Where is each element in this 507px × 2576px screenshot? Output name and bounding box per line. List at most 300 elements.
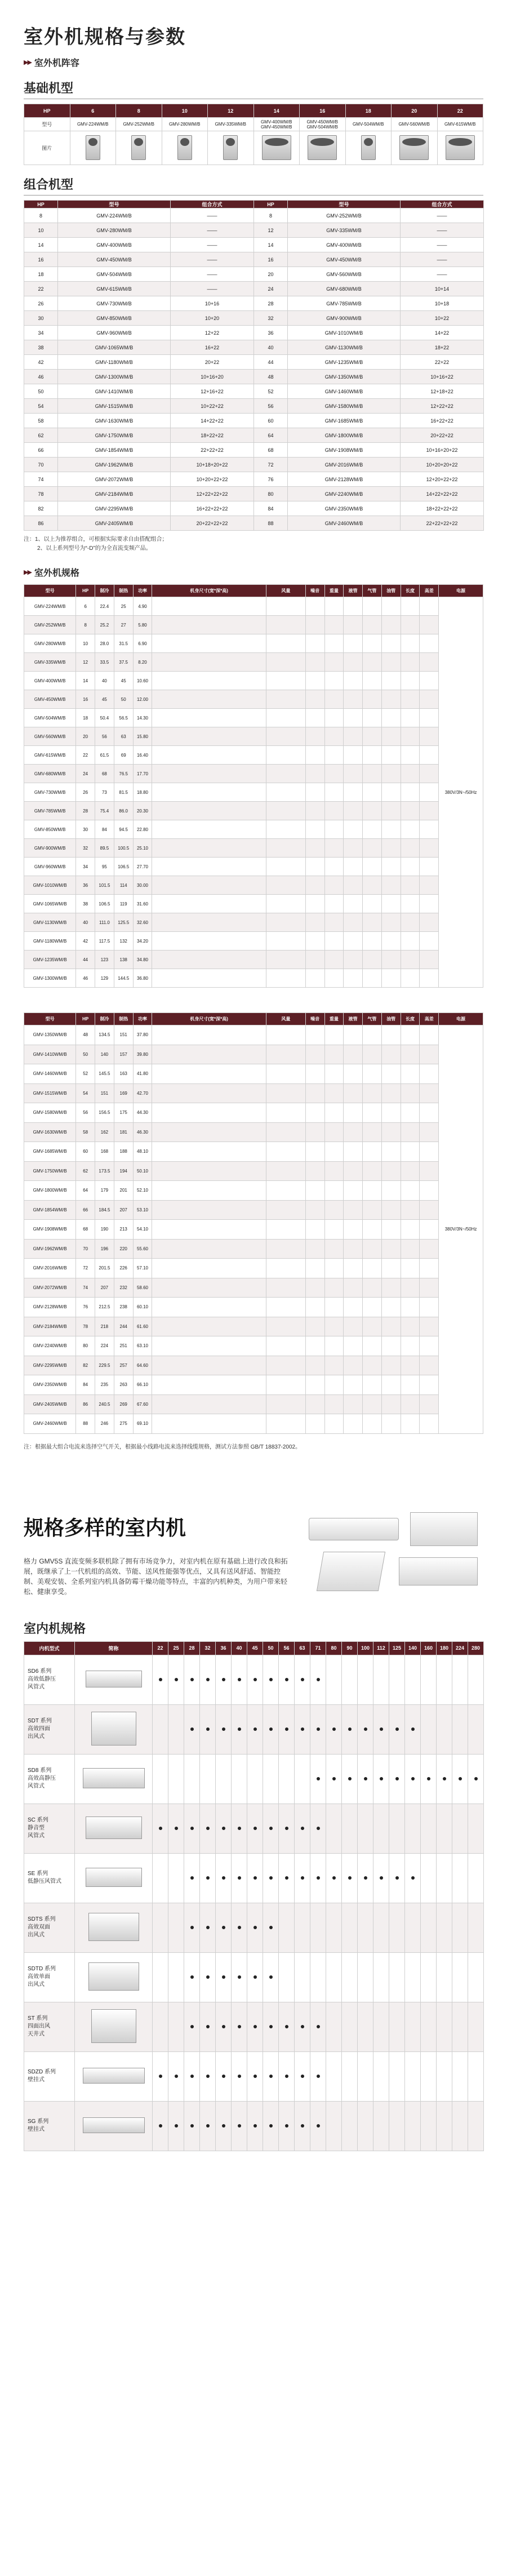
- available-dot-icon: [254, 1926, 257, 1929]
- table-cell: GMV-1515WM/B: [58, 399, 171, 414]
- indoor-title: 规格多样的室内机: [24, 1516, 186, 1539]
- table-cell: [344, 951, 363, 969]
- column-header: HP: [254, 201, 288, 208]
- capacity-cell: [437, 1754, 452, 1804]
- table-cell: [401, 1142, 420, 1162]
- available-dot-icon: [301, 2025, 304, 2028]
- capacity-cell: [247, 1704, 263, 1754]
- column-header: 制热: [114, 1013, 133, 1025]
- capacity-cell: [310, 1804, 326, 1853]
- table-cell: [401, 634, 420, 653]
- table-cell: [305, 1317, 324, 1336]
- table-row: [24, 783, 483, 802]
- table-cell: [401, 839, 420, 858]
- capacity-cell: [421, 1853, 437, 1903]
- table-cell: [420, 1278, 439, 1298]
- table-cell: 56.5: [114, 709, 133, 727]
- model-name: GMV-450WM/B: [306, 119, 339, 125]
- table-cell: [305, 1375, 324, 1395]
- image-cell: [116, 131, 162, 165]
- table-cell: [266, 1394, 305, 1414]
- table-cell: 10.60: [133, 672, 152, 690]
- indoor-type-cell: [24, 2101, 75, 2151]
- table-cell: [363, 597, 382, 616]
- table-cell: ——: [171, 208, 254, 223]
- table-row: [24, 1025, 483, 1045]
- table-cell: [420, 1083, 439, 1103]
- section-spec-label: 室外机规格: [34, 569, 79, 578]
- table-cell: [305, 1336, 324, 1356]
- table-cell: 22+22+22: [171, 443, 254, 458]
- available-dot-icon: [269, 2124, 273, 2128]
- table-cell: [152, 1239, 266, 1259]
- table-cell: 30: [76, 820, 95, 839]
- capacity-cell: [279, 1704, 295, 1754]
- table-cell: ——: [401, 238, 484, 252]
- capacity-cell: [168, 1804, 184, 1853]
- table-cell: GMV-2295WM/B: [24, 1356, 76, 1375]
- available-dot-icon: [301, 2124, 304, 2128]
- capacity-cell: [389, 2002, 405, 2051]
- column-header: 气管: [363, 585, 382, 597]
- section-spec-heading: [24, 566, 483, 579]
- capacity-cell: [153, 1704, 168, 1754]
- table-cell: [401, 913, 420, 932]
- table-row: [24, 238, 484, 252]
- table-cell: [324, 672, 344, 690]
- table-cell: [152, 913, 266, 932]
- table-cell: 10+14: [401, 282, 484, 296]
- table-cell: 76: [254, 472, 288, 487]
- table-cell: 81.5: [114, 783, 133, 802]
- table-cell: [344, 1317, 363, 1336]
- capacity-cell: [468, 1754, 484, 1804]
- capacity-cell: [295, 1903, 310, 1952]
- column-header: 噪音: [305, 1013, 324, 1025]
- capacity-cell: [216, 2101, 232, 2151]
- capacity-cell: [373, 1754, 389, 1804]
- hp-cell: 10: [162, 104, 208, 118]
- indoor-description: 格力 GMV5S 直流变频多联机除了拥有市场竞争力，对室内机在原有基础上进行改良和拓展，既继承了上一代机组的高效、节能、送风性能强等优点，又具有送风舒适、智能控制、美观安装、全系列室内机具备防霉干燥功能等特点，丰富的内机种类，为用户带来轻松、健康享受。: [24, 1557, 288, 1596]
- column-header: HP: [24, 201, 58, 208]
- indoor-type-name: 静音型: [28, 1825, 45, 1831]
- table-row: [24, 370, 484, 384]
- capacity-cell: [326, 1655, 342, 1704]
- indoor-type-name: SDTD 系列: [28, 1966, 56, 1972]
- table-cell: [266, 1220, 305, 1240]
- indoor-unit-image: [83, 1768, 145, 1788]
- capacity-cell: [405, 1704, 421, 1754]
- table-cell: 18+22: [401, 340, 484, 355]
- note-1: 注：1、以上为推荐组合，可根据实际要求自由搭配组合；: [24, 536, 168, 543]
- available-dot-icon: [380, 1777, 383, 1780]
- indoor-unit-image: [86, 1816, 142, 1839]
- capacity-cell: [295, 1754, 310, 1804]
- table-cell: GMV-2184WM/B: [58, 487, 171, 501]
- capacity-cell: [153, 1804, 168, 1853]
- capacity-cell: [184, 1804, 200, 1853]
- capacity-cell: [153, 1903, 168, 1952]
- table-cell: 27.70: [133, 858, 152, 876]
- table-cell: [152, 1083, 266, 1103]
- capacity-cell: [279, 2002, 295, 2051]
- table-cell: 86: [76, 1394, 95, 1414]
- table-cell: [324, 690, 344, 709]
- table-cell: 63: [114, 727, 133, 746]
- table-cell: 22+22: [401, 355, 484, 370]
- available-dot-icon: [301, 2075, 304, 2078]
- table-row: [24, 634, 483, 653]
- model-name: GMV-450WM/B: [260, 124, 292, 130]
- table-cell: 238: [114, 1298, 133, 1317]
- column-header: 重量: [324, 585, 344, 597]
- table-cell: [381, 1394, 401, 1414]
- table-cell: [305, 1414, 324, 1434]
- table-cell: GMV-1300WM/B: [58, 370, 171, 384]
- capacity-cell: [373, 2101, 389, 2151]
- available-dot-icon: [395, 1876, 399, 1880]
- table-cell: 75.4: [95, 802, 114, 820]
- table-cell: [266, 1142, 305, 1162]
- capacity-cell: [279, 1754, 295, 1804]
- table-cell: [152, 616, 266, 634]
- table-cell: [344, 1083, 363, 1103]
- table-cell: 37.80: [133, 1025, 152, 1045]
- table-cell: 101.5: [95, 876, 114, 895]
- available-dot-icon: [317, 2124, 320, 2128]
- table-cell: [344, 802, 363, 820]
- table-cell: GMV-1630WM/B: [58, 414, 171, 428]
- table-cell: [401, 597, 420, 616]
- table-cell: [266, 1298, 305, 1317]
- table-cell: 50.4: [95, 709, 114, 727]
- table-cell: 28.0: [95, 634, 114, 653]
- table-cell: [152, 932, 266, 951]
- table-cell: [363, 616, 382, 634]
- indoor-type-name: SD6 系列: [28, 1668, 52, 1675]
- table-cell: 66: [76, 1200, 95, 1220]
- table-cell: [381, 1356, 401, 1375]
- table-cell: GMV-900WM/B: [24, 839, 76, 858]
- table-cell: 16+22: [171, 340, 254, 355]
- table-cell: [152, 1200, 266, 1220]
- table-cell: GMV-785WM/B: [24, 802, 76, 820]
- wall-unit-image: [309, 1518, 399, 1540]
- table-cell: [324, 727, 344, 746]
- model-name: GMV-335WM/B: [215, 122, 247, 127]
- table-cell: ——: [171, 238, 254, 252]
- table-row: [24, 1142, 483, 1162]
- capacity-cell: [310, 1952, 326, 2002]
- table-cell: 14: [254, 238, 288, 252]
- table-row: [24, 653, 483, 672]
- capacity-cell: [437, 1853, 452, 1903]
- table-cell: GMV-2072WM/B: [58, 472, 171, 487]
- table-cell: [266, 597, 305, 616]
- table-cell: 212.5: [95, 1298, 114, 1317]
- table-cell: [401, 1239, 420, 1259]
- table-cell: [266, 1181, 305, 1201]
- table-row: [24, 932, 483, 951]
- table-cell: 14+22+22+22: [401, 487, 484, 501]
- table-cell: [381, 616, 401, 634]
- table-cell: 229.5: [95, 1356, 114, 1375]
- table-row: [24, 1013, 483, 1025]
- capacity-cell: [279, 1804, 295, 1853]
- column-header: 风量: [266, 585, 305, 597]
- table-cell: [401, 653, 420, 672]
- indoor-image-cell: [75, 1952, 153, 2002]
- table-row: [24, 951, 483, 969]
- capacity-cell: [421, 1952, 437, 2002]
- table-cell: 22: [76, 746, 95, 765]
- available-dot-icon: [395, 1727, 399, 1731]
- capacity-cell: [153, 1853, 168, 1903]
- table-cell: 84: [95, 820, 114, 839]
- indoor-type-cell: [24, 1903, 75, 1952]
- table-cell: [324, 597, 344, 616]
- indoor-unit-image: [86, 1671, 142, 1687]
- capacity-header: 100: [358, 1641, 373, 1655]
- table-cell: [420, 765, 439, 783]
- capacity-cell: [153, 1655, 168, 1704]
- available-dot-icon: [190, 1975, 194, 1979]
- available-dot-icon: [285, 2075, 288, 2078]
- indoor-type-name: 风管式: [28, 1833, 45, 1839]
- table-cell: [420, 746, 439, 765]
- table-cell: ——: [171, 223, 254, 238]
- table-cell: 44.30: [133, 1103, 152, 1123]
- column-header: 机身尺寸(宽*深*高): [152, 1013, 266, 1025]
- table-cell: [305, 1298, 324, 1317]
- table-cell: [305, 1394, 324, 1414]
- table-cell: [420, 727, 439, 746]
- table-row: [24, 1083, 483, 1103]
- table-cell: 28: [254, 296, 288, 311]
- table-cell: [363, 653, 382, 672]
- table-cell: [266, 690, 305, 709]
- table-row: [24, 1754, 484, 1804]
- table-cell: GMV-252WM/B: [288, 208, 401, 223]
- capacity-cell: [437, 2051, 452, 2101]
- column-header: HP: [76, 1013, 95, 1025]
- table-cell: 12+22+22+22: [171, 487, 254, 501]
- table-cell: GMV-1750WM/B: [24, 1161, 76, 1181]
- available-dot-icon: [222, 1975, 225, 1979]
- capacity-header: 71: [310, 1641, 326, 1655]
- table-cell: [324, 951, 344, 969]
- indoor-image-cell: [75, 2101, 153, 2151]
- table-cell: [420, 1161, 439, 1181]
- available-dot-icon: [285, 1678, 288, 1681]
- table-cell: [363, 1317, 382, 1336]
- spec-table-2: [24, 1012, 483, 1434]
- table-cell: 60: [254, 414, 288, 428]
- available-dot-icon: [269, 1975, 273, 1979]
- table-cell: [420, 969, 439, 988]
- table-cell: [324, 820, 344, 839]
- indoor-units-illustration: [297, 1512, 483, 1597]
- table-cell: [324, 1317, 344, 1336]
- table-cell: [266, 653, 305, 672]
- table-cell: 106.5: [114, 858, 133, 876]
- combo-header: [24, 201, 484, 208]
- indoor-type-name: 高效双面: [28, 1924, 50, 1930]
- capacity-cell: [247, 1903, 263, 1952]
- table-cell: [344, 820, 363, 839]
- available-dot-icon: [238, 1926, 241, 1929]
- indoor-type-cell: [24, 1704, 75, 1754]
- capacity-cell: [358, 2002, 373, 2051]
- table-cell: 36.80: [133, 969, 152, 988]
- hp-cell: 18: [345, 104, 392, 118]
- table-cell: [324, 1103, 344, 1123]
- capacity-cell: [405, 2051, 421, 2101]
- indoor-unit-image: [86, 1868, 142, 1887]
- table-cell: GMV-960WM/B: [24, 858, 76, 876]
- table-cell: [152, 1025, 266, 1045]
- table-cell: [363, 876, 382, 895]
- table-cell: GMV-1410WM/B: [58, 384, 171, 399]
- table-cell: [305, 858, 324, 876]
- table-cell: 12+20+22+22: [401, 472, 484, 487]
- table-cell: [305, 1278, 324, 1298]
- table-cell: 34: [24, 326, 58, 340]
- table-cell: 12+22+22: [401, 399, 484, 414]
- capacity-header: 90: [342, 1641, 358, 1655]
- column-header: 制冷: [95, 1013, 114, 1025]
- capacity-cell: [437, 1903, 452, 1952]
- capacity-cell: [232, 1952, 247, 2002]
- table-cell: [152, 1356, 266, 1375]
- indoor-type-name: 高效高静压: [28, 1775, 56, 1782]
- table-cell: [152, 765, 266, 783]
- table-cell: [324, 969, 344, 988]
- available-dot-icon: [238, 2075, 241, 2078]
- table-cell: [152, 1064, 266, 1084]
- table-row: [24, 1103, 483, 1123]
- capacity-cell: [153, 2051, 168, 2101]
- table-cell: [344, 1045, 363, 1064]
- table-cell: [381, 690, 401, 709]
- table-cell: 44: [76, 951, 95, 969]
- capacity-cell: [326, 1754, 342, 1804]
- table-row: [24, 1045, 483, 1064]
- table-cell: GMV-1180WM/B: [24, 932, 76, 951]
- table-cell: [401, 1103, 420, 1123]
- hp-cell: 20: [392, 104, 438, 118]
- indoor-image-cell: [75, 1903, 153, 1952]
- available-dot-icon: [254, 1827, 257, 1830]
- table-cell: [152, 969, 266, 988]
- indoor-type-name: ST 系列: [28, 2015, 48, 2022]
- table-cell: [344, 858, 363, 876]
- table-cell: 55.60: [133, 1239, 152, 1259]
- table-cell: 157: [114, 1045, 133, 1064]
- table-cell: GMV-1962WM/B: [24, 1239, 76, 1259]
- table-cell: 169: [114, 1083, 133, 1103]
- indoor-type-name: SDTS 系列: [28, 1916, 56, 1922]
- capacity-cell: [200, 1952, 216, 2002]
- table-cell: 16+22+22+22: [171, 501, 254, 516]
- table-cell: [344, 876, 363, 895]
- table-cell: [401, 802, 420, 820]
- table-cell: 50: [114, 690, 133, 709]
- available-dot-icon: [206, 2025, 210, 2028]
- table-cell: [344, 783, 363, 802]
- available-dot-icon: [332, 1727, 336, 1731]
- table-cell: [381, 1220, 401, 1240]
- table-cell: GMV-1908WM/B: [24, 1220, 76, 1240]
- capacity-cell: [452, 1754, 468, 1804]
- table-cell: [381, 1045, 401, 1064]
- table-cell: 162: [95, 1122, 114, 1142]
- capacity-cell: [452, 1655, 468, 1704]
- capacity-cell: [168, 1952, 184, 2002]
- table-row: [24, 1804, 484, 1853]
- capacity-header: 160: [421, 1641, 437, 1655]
- capacity-cell: [263, 1952, 279, 2002]
- model-cell: [70, 118, 116, 131]
- available-dot-icon: [175, 1827, 178, 1830]
- table-cell: 89.5: [95, 839, 114, 858]
- column-header: 组合方式: [401, 201, 484, 208]
- table-row: [24, 839, 483, 858]
- table-cell: [381, 969, 401, 988]
- spec-body: [24, 1025, 483, 1434]
- capacity-cell: [263, 1804, 279, 1853]
- table-cell: [381, 858, 401, 876]
- table-row: [24, 2101, 484, 2151]
- available-dot-icon: [269, 1678, 273, 1681]
- table-cell: 24: [254, 282, 288, 296]
- table-cell: 10+16+20+22: [401, 443, 484, 458]
- available-dot-icon: [269, 1876, 273, 1880]
- table-cell: 45: [114, 672, 133, 690]
- table-cell: 156.5: [95, 1103, 114, 1123]
- capacity-cell: [405, 1952, 421, 2002]
- available-dot-icon: [238, 1827, 241, 1830]
- hp-cell: 14: [254, 104, 300, 118]
- available-dot-icon: [254, 1975, 257, 1979]
- table-cell: 80: [76, 1336, 95, 1356]
- available-dot-icon: [159, 2124, 162, 2128]
- table-cell: GMV-400WM/B: [58, 238, 171, 252]
- note-2: 2、以上系列型号为“-D”的为全直流变频产品。: [37, 545, 152, 552]
- table-cell: [266, 1239, 305, 1259]
- table-cell: [401, 951, 420, 969]
- column-header: 制冷: [95, 585, 114, 597]
- table-cell: 14.30: [133, 709, 152, 727]
- table-cell: 151: [114, 1025, 133, 1045]
- available-dot-icon: [269, 2075, 273, 2078]
- capacity-cell: [342, 1754, 358, 1804]
- table-cell: [152, 1414, 266, 1434]
- table-cell: 10+20+20+22: [401, 458, 484, 472]
- table-cell: [381, 1083, 401, 1103]
- table-cell: [420, 597, 439, 616]
- capacity-cell: [263, 2051, 279, 2101]
- table-cell: [324, 1122, 344, 1142]
- table-row: [24, 355, 484, 370]
- table-cell: 28: [76, 802, 95, 820]
- table-cell: 38: [76, 895, 95, 913]
- table-cell: 34: [76, 858, 95, 876]
- capacity-cell: [310, 2002, 326, 2051]
- table-row: [24, 1853, 484, 1903]
- table-cell: 10+16+22: [401, 370, 484, 384]
- table-cell: [401, 969, 420, 988]
